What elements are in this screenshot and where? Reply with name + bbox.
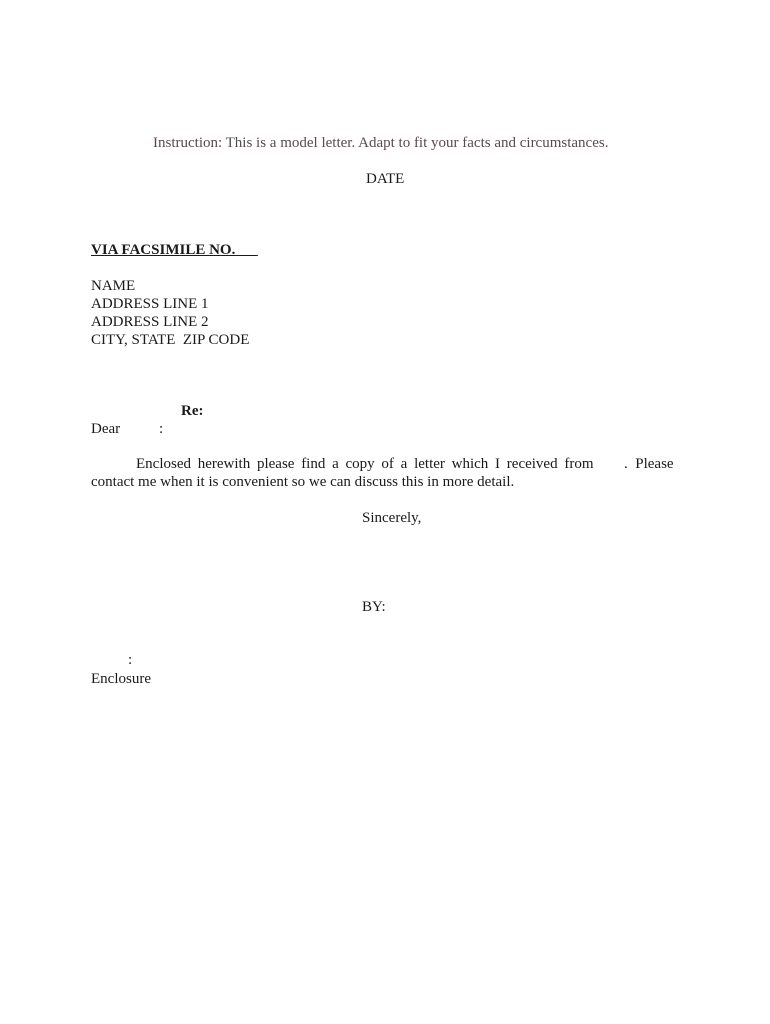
- body-line-1-end: . Please: [624, 456, 674, 472]
- closing: Sincerely,: [362, 510, 422, 526]
- instruction-text: Instruction: This is a model letter. Adapt to fit your facts and circumstances.: [153, 135, 609, 151]
- fax-line: VIA FACSIMILE NO.: [91, 242, 258, 258]
- body-line-1: [91, 455, 681, 473]
- body-line-2: contact me when it is convenient so we can discuss this in more detail.: [91, 474, 515, 490]
- address-line-1: ADDRESS LINE 1: [91, 296, 209, 312]
- date-placeholder: DATE: [366, 171, 405, 187]
- salutation: Dear: [91, 421, 121, 437]
- salutation-colon: :: [159, 421, 164, 437]
- city-state-zip: CITY, STATE ZIP CODE: [91, 332, 250, 348]
- by-label: BY:: [362, 599, 386, 615]
- address-line-2: ADDRESS LINE 2: [91, 314, 209, 330]
- body-line-1-text: Enclosed herewith please find a copy of a letter which I received from: [136, 456, 594, 472]
- recipient-address: [91, 277, 249, 349]
- re-label: Re:: [181, 403, 204, 419]
- enclosure-note: Enclosure: [91, 671, 151, 687]
- recipient-name: NAME: [91, 278, 136, 294]
- body-paragraph: [91, 455, 681, 491]
- initials-colon: :: [128, 652, 133, 668]
